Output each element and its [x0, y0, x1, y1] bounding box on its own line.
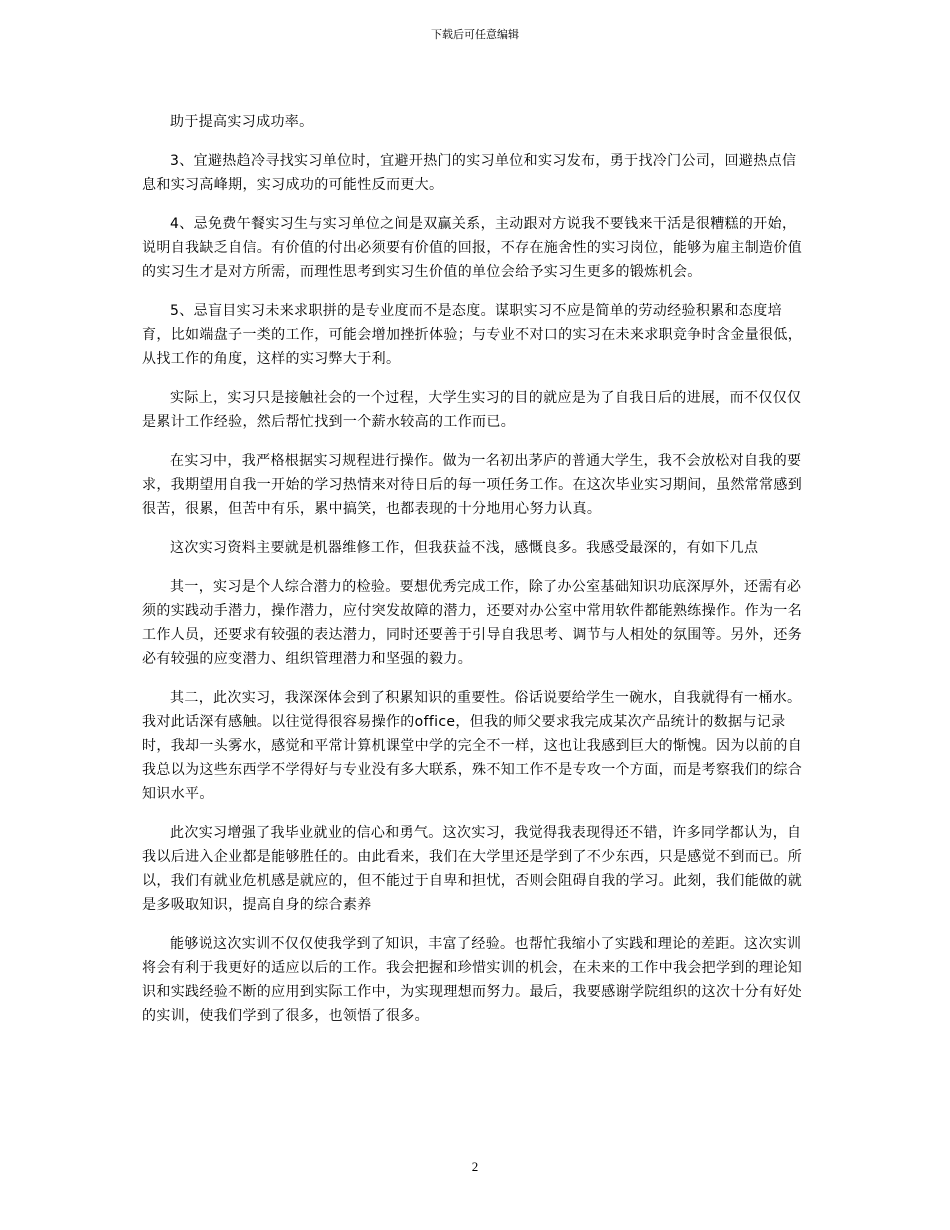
- paragraph-7: 这次实习资料主要就是机器维修工作，但我获益不浅，感慨良多。我感受最深的，有如下几点: [170, 540, 759, 556]
- document-body: [142, 110, 810, 1043]
- paragraph-2: 3、宜避热趋冷寻找实习单位时，宜避开热门的实习单位和实习发布，勇于找冷门公司，回避热点信息和实习高峰期，实习成功的可能性反而更大。: [142, 153, 797, 193]
- paragraph-3: 4、忌免费午餐实习生与实习单位之间是双赢关系，主动跟对方说我不要钱来干活是很糟糕的开始，说明自我缺乏自信。有价值的付出必须要有价值的回报，不存在施舍性的实习岗位，能够为雇主制造价值的实习生才是对方所需，而理性思考到实习生价值的单位会给予实习生更多的锻炼机会。: [142, 216, 803, 280]
- paragraph-1: 助于提高实习成功率。: [170, 114, 314, 130]
- page-header: 下载后可任意编辑: [431, 28, 519, 41]
- paragraph-9: 其二，此次实习，我深深体会到了积累知识的重要性。俗话说要给学生一碗水，自我就得有一桶水。我对此话深有感触。以往觉得很容易操作的office，但我的师父要求我完成某次产品统计的数据与记录时，我却一头雾水，感觉和平常计算机课堂中学的完全不一样，这也让我感到巨大的惭愧。因为以前的自我总以为这些东西学不学得好与专业没有多大联系，殊不知工作不是专攻一个方面，而是考察我们的综合知识水平。: [142, 690, 803, 802]
- paragraph-6: 在实习中，我严格根据实习规程进行操作。做为一名初出茅庐的普通大学生，我不会放松对自我的要求，我期望用自我一开始的学习热情来对待日后的每一项任务工作。在这次毕业实习期间，虽然常常感到很苦，很累，但苦中有乐，累中搞笑，也都表现的十分地用心努力认真。: [142, 453, 803, 517]
- page-number: 2: [471, 1159, 479, 1174]
- paragraph-5: 实际上，实习只是接触社会的一个过程，大学生实习的目的就应是为了自我日后的进展，而不仅仅仅是累计工作经验，然后帮忙找到一个薪水较高的工作而已。: [142, 390, 802, 430]
- paragraph-4: 5、忌盲目实习未来求职拼的是专业度而不是态度。谋职实习不应是简单的劳动经验积累和态度培育，比如端盘子一类的工作，可能会增加挫折体验；与专业不对口的实习在未来求职竞争时含金量很低，从找工作的角度，这样的实习弊大于利。: [142, 303, 803, 367]
- paragraph-10: 此次实习增强了我毕业就业的信心和勇气。这次实习，我觉得我表现得还不错，许多同学都认为，自我以后进入企业都是能够胜任的。由此看来，我们在大学里还是学到了不少东西，只是感觉不到而已。所以，我们有就业危机感是就应的，但不能过于自卑和担忧，否则会阻碍自我的学习。此刻，我们能做的就是多吸取知识，提高自身的综合素养: [142, 825, 803, 913]
- paragraph-11: 能够说这次实训不仅仅使我学到了知识，丰富了经验。也帮忙我缩小了实践和理论的差距。这次实训将会有利于我更好的适应以后的工作。我会把握和珍惜实训的机会，在未来的工作中我会把学到的理论知识和实践经验不断的应用到实际工作中，为实现理想而努力。最后，我要感谢学院组织的这次十分有好处的实训，使我们学到了很多，也领悟了很多。: [142, 936, 803, 1024]
- paragraph-8: 其一，实习是个人综合潜力的检验。要想优秀完成工作，除了办公室基础知识功底深厚外，还需有必须的实践动手潜力，操作潜力，应付突发故障的潜力，还要对办公室中常用软件都能熟练操作。作为一名工作人员，还要求有较强的表达潜力，同时还要善于引导自我思考、调节与人相处的氛围等。另外，还务必有较强的应变潜力、组织管理潜力和坚强的毅力。: [142, 579, 803, 667]
